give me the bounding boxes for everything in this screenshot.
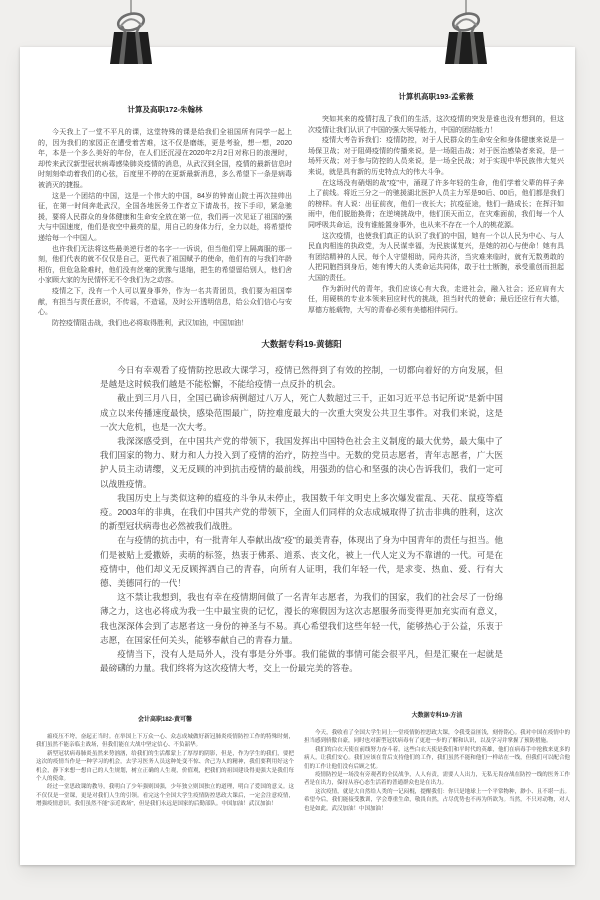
essay-paragraph: 新型冠状病毒肺炎虽然来势汹汹，给我们的生活都蒙上了厚厚的阴影，但是，作为学生的我们，要把这次的疫情当作是一种学习的机会，去学习医务人员这种处变不惊、舍己为人的精神，我们要利用好这个机会，静下来想一想自己的人生规划，树立正确的人生观，价值观，把我们的祖国建设得更强大是我们每个人的使命。 [36, 750, 294, 783]
essay-paragraph: 截止到三月八日，全国已确诊病例超过八万人，死亡人数超过三千，正如习近平总书记所说"是新中国成立以来传播速度最快，感染范围最广，防控难度最大的一次重大突发公共卫生事件。对我们来说，这是一次大危机，也是一次大考。 [100, 393, 503, 432]
essay-paragraph: 这次疫情，也使我们真正的认识了我们的中国，她有一个以人民为中心、与人民血肉相连的执政党，为人民谋幸福，为民族谋复兴，是她的初心与使命！她有具有团结精神的人民，每个人守望相助，同舟共济，当灾难来临时，就有无数勇敢的人把同胞挡到身后，她有博大的人类命运共同体，敢于壮士断腕，承受重创而担起大国的责任。 [308, 232, 564, 282]
binder-clip-icon [440, 8, 492, 66]
essay-paragraph: 疫情之下，没有一个人可以置身事外，作为一名共青团员，我们要为祖国奉献，有担当与责任意识，不传谣，不造谣，及时公开透明信息，给公众们信心与安心。 [38, 287, 292, 317]
essay-paragraph: 我深深感受到，在中国共产党的带领下，我国发挥出中国特色社会主义制度的最大优势，最大集中了我们国家的物力、财力和人力投入到了疫情的治疗，防控当中。无数的党员志愿者，青年志愿者，广大医护人员主动请缨，义无反顾的冲到抗击疫情的最前线，用强劲的信心和坚强的决心告诉我们，我们一定可以战胜疫情。 [100, 436, 503, 489]
essay-heading: 会计高职182-黄可馨 [137, 717, 192, 723]
essay-paragraph: 这次疫情，就是大自然给人类的一记闷棍，提醒我们：你只是地球上一个平常物种，渺小、且不堪一击。希望今后，我们能接受教训，学会尊重生命，敬畏自然，占尽优势也不再为所欲为。当然，不只对动物，对人也是如此。武汉加油！中国加油！ [304, 788, 570, 812]
binder-clip-icon [105, 8, 157, 66]
essay-paragraph: 今天，我收看了全国大学生同上一堂疫情防控思政大课，令我受益匪浅，刻骨铭心。我对中国在疫情中的担当感到骄傲自豪，同时也对新型冠状病毒有了更进一步的了解和认识，以及学习并掌握了预防措施。 [304, 730, 570, 745]
essay-paragraph: 也许我们无法将这些最美逆行者的名字一一诉说，但当他们穿上隔离服的那一刻，他们代表的就不仅仅是自己，更代表了祖国赋予的使命，他们有的与我们年龄相仿，但危急险难时，他们没有丝毫的犹豫与退缩，把生的希望留给别人，他们舍小家顾大家的为民情怀无不令我们为之动容。 [38, 245, 292, 285]
essay-paragraph: 防控疫情阻击战，我们也必将取得胜利，武汉加油，中国加油！ [52, 319, 248, 327]
essay-heading: 大数据专科19-黄德阳 [261, 339, 342, 349]
essay-paragraph: 疫情大考告诉我们：疫情防控，对于人民群众的生命安全和身体健康来说是一场保卫战；对于阻碍疫情的传播来说，是一场阻击战；对于医治感染者来说，是一场歼灭战；对于参与防控的人员来说，是一场全民战；对于实现中华民族伟大复兴来说，就是具有新的历史特点大的伟大斗争。 [308, 137, 564, 176]
essay-paragraph: 我们的白衣天使在前线努力奋斗着，这些白衣天使是我们和平时代的英雄，他们在病毒手中抢救来更多的病人，让我们安心。我们应该在背后支持他们的工作，我们虽然不能和他们一样站在一线，但我们可以配合他们的工作让他们没有后顾之忧。 [304, 746, 570, 770]
binder-clip [105, 8, 157, 71]
essay-heading: 计算机高职193-孟紫薇 [398, 92, 474, 101]
essay-paragraph: 我国历史上与类似这种的瘟疫的斗争从未停止，我国数千年文明史上多次爆发霍乱、天花、鼠疫等瘟疫。2003年的非典，在我们中国共产党的带领下，全面人们同样的众志成城取得了抗击非典的胜利，这次的新型冠状病毒也必然被我们战胜。 [100, 492, 503, 532]
essay-paragraph: 疫情防控是一场没有旁观者的全民战争，人人有责，需要人人出力，无私无畏奋战在防控一线的医务工作者是在出力，保持从容心态生活着的普通群众也是在出力。 [304, 772, 570, 787]
essay-section-2 [308, 91, 564, 316]
essay-paragraph: 在这场没有硝烟的战"疫"中，涌现了许多年轻的生命，他们学着父辈的样子奔上了前线。将近三分之一的驰援湖北医护人员主力军是90后、00后，他们都是我们的榜样。有人说：出征前夜，他们一夜长大；抗疫征途，他们一路成长；在挥汗如雨中，他们脱胎换骨；在逆境挑战中，他们顶天而立，在灾难面前，我们每一个人同呼吸共命运，没有谁能置身事外，也从来不存在一个人的桃花源。 [308, 179, 564, 229]
essay-paragraph: 在与疫情的抗击中，有一批青年人奉献出战"疫"的最美青春，体现出了身为中国青年的责任与担当。他们是被贴上爱撒娇，卖萌的标签，热衷于佛系、道系、丧文化，被上一代人定义为不靠谱的一代。可是在疫情中，他们却义无反顾挥洒自己的青春，向所有人证明，我们年轻一代，是求变、热血、爱、行有大德、美德同行的一代！ [100, 535, 503, 589]
essay-section-1 [38, 104, 292, 329]
essay-paragraph: 今日有幸观看了疫情防控思政大课学习，疫情已然得到了有效的控制，一切都向着好的方向发展，但是越是这时候我们越是不能松懈，不能给疫情一点反扑的机会。 [100, 365, 503, 390]
essay-paragraph: 这是一个团结的中国，这是一个伟大的中国，84岁的钟南山院士再次挂帅出征，在第一时间奔赴武汉，全国各地医务工作者立下请战书，按下手印，紧急驰援，要将人民群众的身体健康和生命安全放在第一位，我们再一次见证了祖国的强大与中国速度，他们是夜空中最亮的星，用自己的身体力行，全力以赴，将希望传递给每一个中国人。 [38, 192, 292, 242]
essay-section-3 [100, 338, 503, 675]
essay-paragraph: 今天我上了一堂不平凡的课，这堂特殊的课是给我们全祖国所有同学一起上的，因为我们的家园正在遭受着苦难，这不仅是磨练，更是考验，想一想，2020年，本是一个多么美好的年份，在人们还沉浸在2020年2月2日对称日的浪漫时，却传来武汉新型冠状病毒感染肺炎疫情的消息，从武汉到全国，疫情的最新信息时时刻刻牵动着我们的心弦，百度里不停的在更新最新消息，多么希望下一条是病毒被消灭的捷报。 [38, 129, 292, 189]
essay-paragraph: 瘟疫压不垮，奋起正当时。在举国上下万众一心、众志成城做好新冠肺炎疫情防控工作的特殊时刻，我们虽然不能亲临主战场，但我们能在大战中坚定信心、不负韶华。 [36, 734, 294, 749]
essay-heading: 大数据专科19-方洁 [411, 713, 463, 719]
essay-paragraph: 突如其来的疫情打乱了我们的生活，这次疫情的突发是谁也没有想到的，但这次疫情让我们认识了中国的强大领导能力，中国的团结能力！ [308, 116, 564, 134]
essay-paragraph: 疫情当下，没有人是局外人，没有事是分外事。我们能做的事情可能会很平凡，但是汇聚在一起就是最磅礴的力量。我们终将为这次疫情大考，交上一份最完美的答卷。 [100, 649, 503, 674]
essay-heading: 计算及高职172-朱翰林 [127, 105, 203, 114]
essay-section-4 [36, 714, 294, 809]
binder-clip [440, 8, 492, 71]
essay-paragraph: 这不禁让我想到，我也有幸在疫情期间做了一名青年志愿者，为我们的国家，我们的社会尽了一份绵薄之力，这也必将成为我一生中最宝贵的记忆，漫长的寒假因为这次志愿服务而变得更加充实而有意义，我也深深体会到了志愿者这一身份的神圣与不易。真心希望我们这些年轻一代，能够热心于公益，乐衷于志愿，在国家任何关头，能够奉献自己的青春力量。 [100, 592, 503, 645]
essay-paragraph: 经过一堂思政课的教导，我明白了少年强则国强，少年独立则国独立的道理，明白了爱国的意义。这不仅仅是一堂课，更是对我们人生的引领。看完这个全国大学生疫情防控思政大课后，一定会注意疫情，增强疫情意识。我们虽然不能"亲近战场"，但是我们永远是国家的后勤部队。中国加油！武汉加油！ [36, 784, 294, 808]
essay-section-5 [304, 710, 570, 813]
essay-paragraph: 作为新时代的青年，我们应该心有大我，走进社会，融入社会；还应肩有大任，用硬核的专业本领来回应时代的挑战，担当时代的使命；最后还应行有大德，厚德方能载物，大写的青春必须有美德相伴同行。 [308, 285, 564, 314]
